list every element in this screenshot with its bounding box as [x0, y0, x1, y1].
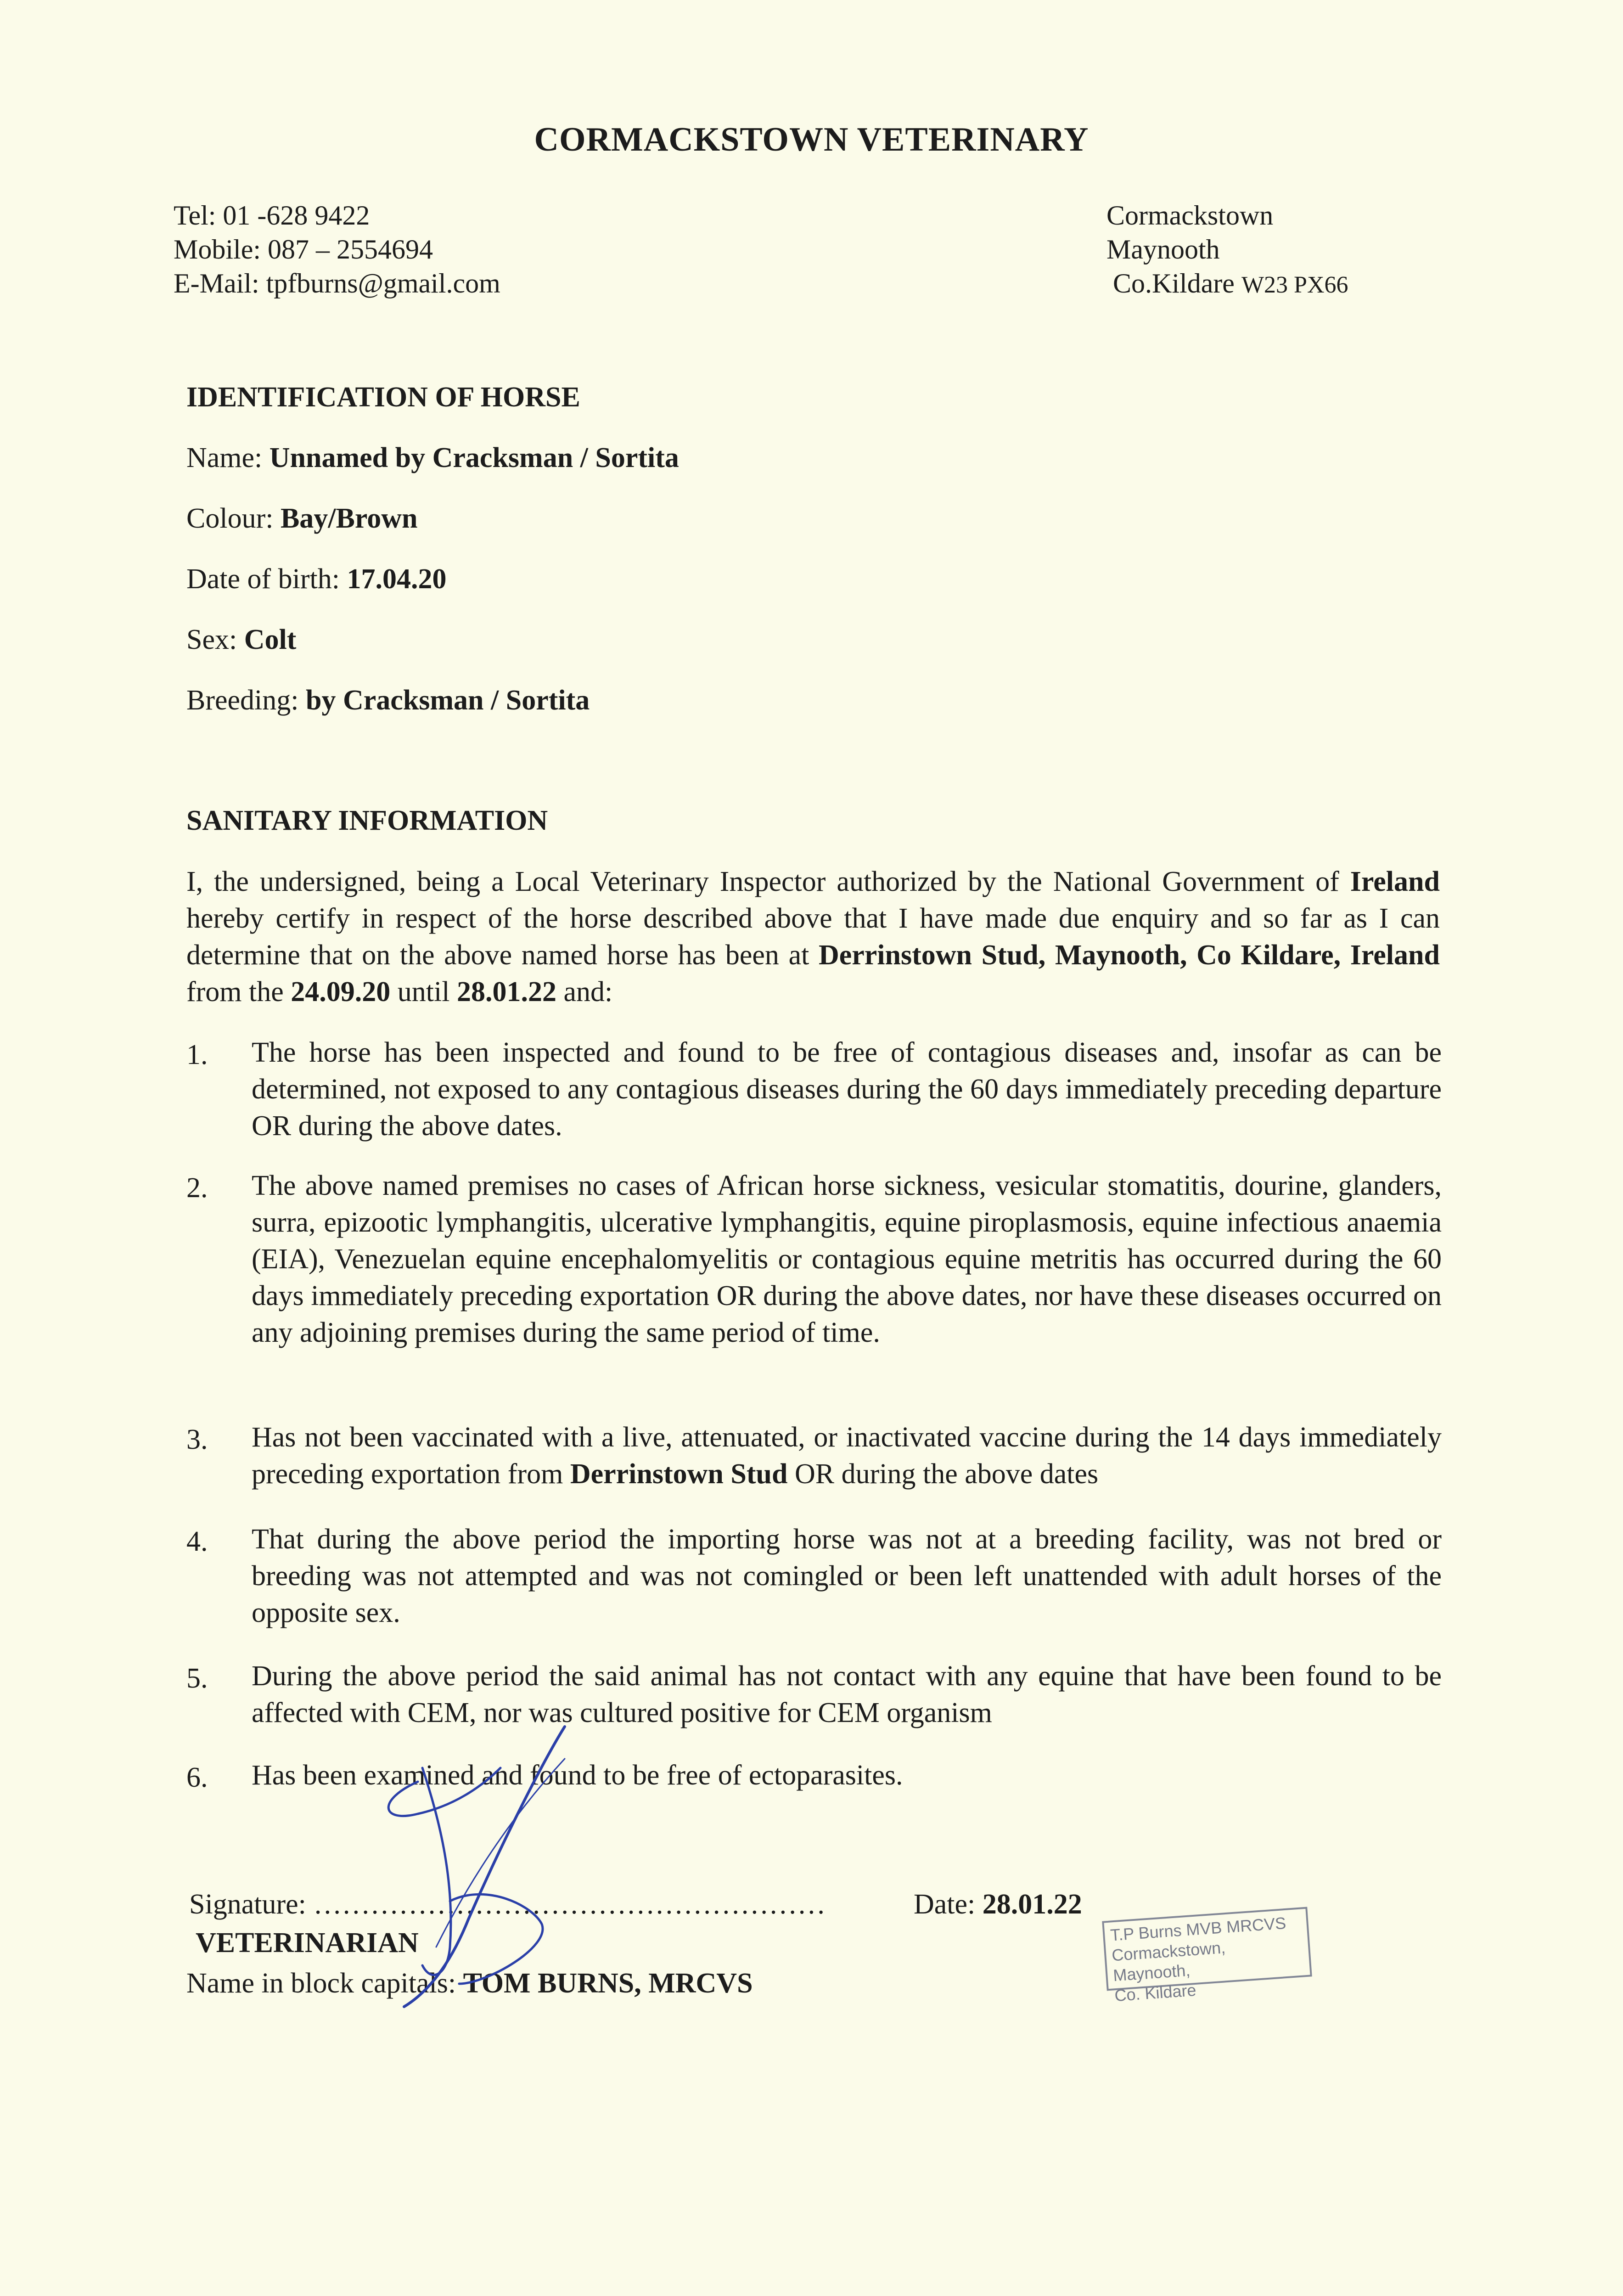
item-number: 6.: [186, 1762, 208, 1793]
practice-title: CORMACKSTOWN VETERINARY: [534, 121, 1089, 158]
item-number: 1.: [186, 1039, 208, 1070]
item-text: Has not been vaccinated with a live, attenuated, or inactivated vaccine during the 14 days immediately preceding exportation from Derrinstown Stud OR during the above dates: [252, 1422, 1442, 1490]
address-line-1: Cormackstown: [1106, 200, 1274, 231]
postcode: W23 PX66: [1241, 272, 1348, 298]
sanitary-heading: SANITARY INFORMATION: [186, 805, 548, 836]
handwritten-signature: [349, 1708, 624, 2011]
vet-stamp: T.P Burns MVB MRCVS Cormackstown, Maynooth, Co. Kildare: [1102, 1907, 1312, 1991]
horse-colour: Bay/Brown: [280, 503, 418, 534]
address-line-3: Co.Kildare W23 PX66: [1113, 268, 1348, 298]
telephone: Tel: 01 -628 9422: [174, 200, 370, 231]
premises: Derrinstown Stud, Maynooth, Co Kildare, Ireland: [818, 940, 1440, 971]
sanitary-intro: I, the undersigned, being a Local Veterinary Inspector authorized by the National Government of Ireland hereby certify in respect of the horse described above that I have made due enquiry and so far as I can determine that on the above named horse has been at Derrinstown Stud, Maynooth, Co Kildare, Ireland from the 24.09.20 until 28.01.22 and:: [186, 866, 1440, 1007]
horse-dob-row: Date of birth: 17.04.20: [186, 563, 447, 595]
item-number: 5.: [186, 1663, 208, 1694]
block-capitals-row: Name in block capitals: TOM BURNS, MRCVS: [186, 1968, 753, 1999]
signature-line: Signature: ………………………………………………: [189, 1889, 826, 1920]
horse-breeding-row: Breeding: by Cracksman / Sortita: [186, 685, 590, 716]
item-number: 2.: [186, 1172, 208, 1204]
item-text: During the above period the said animal has not contact with any equine that have been found to be affected with CEM, nor was cultured positive for CEM organism: [252, 1660, 1442, 1728]
horse-dob: 17.04.20: [347, 563, 447, 595]
country: Ireland: [1350, 866, 1440, 897]
veterinarian-label: VETERINARIAN: [196, 1927, 419, 1958]
mobile: Mobile: 087 – 2554694: [174, 234, 433, 264]
address-block: [1106, 198, 1348, 302]
signature-date: 28.01.22: [982, 1889, 1082, 1920]
horse-sex-row: Sex: Colt: [186, 624, 297, 655]
horse-name: Unnamed by Cracksman / Sortita: [269, 442, 679, 473]
item-text: That during the above period the importing horse was not at a breeding facility, was not bred or breeding was not attempted and was not comingled or been left unattended with adult horses of the opposite sex.: [252, 1524, 1442, 1628]
identification-heading: IDENTIFICATION OF HORSE: [186, 382, 580, 413]
horse-colour-row: Colour: Bay/Brown: [186, 503, 418, 534]
item-text: Has been examined and found to be free of ectoparasites.: [252, 1760, 903, 1791]
item-text: The horse has been inspected and found to be free of contagious diseases and, insofar as can be determined, not exposed to any contagious diseases during the 60 days immediately preceding departure OR during the above dates.: [252, 1037, 1442, 1142]
horse-breeding: by Cracksman / Sortita: [306, 685, 590, 716]
vet-name: TOM BURNS, MRCVS: [463, 1968, 753, 1999]
item-text: The above named premises no cases of African horse sickness, vesicular stomatitis, dourine, glanders, surra, epizootic lymphangitis, ulcerative lymphangitis, equine piroplasmosis, equine infectious anaemia (EIA), Venezuelan equine encephalomyelitis or contagious equine metritis has occurred during the 60 days immediately preceding exportation OR during the above dates, nor have these diseases occurred on any adjoining premises during the same period of time.: [252, 1170, 1442, 1348]
item-number: 4.: [186, 1526, 208, 1557]
date-row: Date: 28.01.22: [914, 1889, 1082, 1920]
item-number: 3.: [186, 1424, 208, 1455]
horse-sex: Colt: [244, 624, 297, 655]
email: E-Mail: tpfburns@gmail.com: [174, 268, 500, 298]
contact-block: [174, 198, 500, 300]
address-line-2: Maynooth: [1106, 234, 1220, 264]
horse-name-row: Name: Unnamed by Cracksman / Sortita: [186, 442, 679, 473]
date-until: 28.01.22: [456, 976, 556, 1007]
date-from: 24.09.20: [291, 976, 391, 1007]
